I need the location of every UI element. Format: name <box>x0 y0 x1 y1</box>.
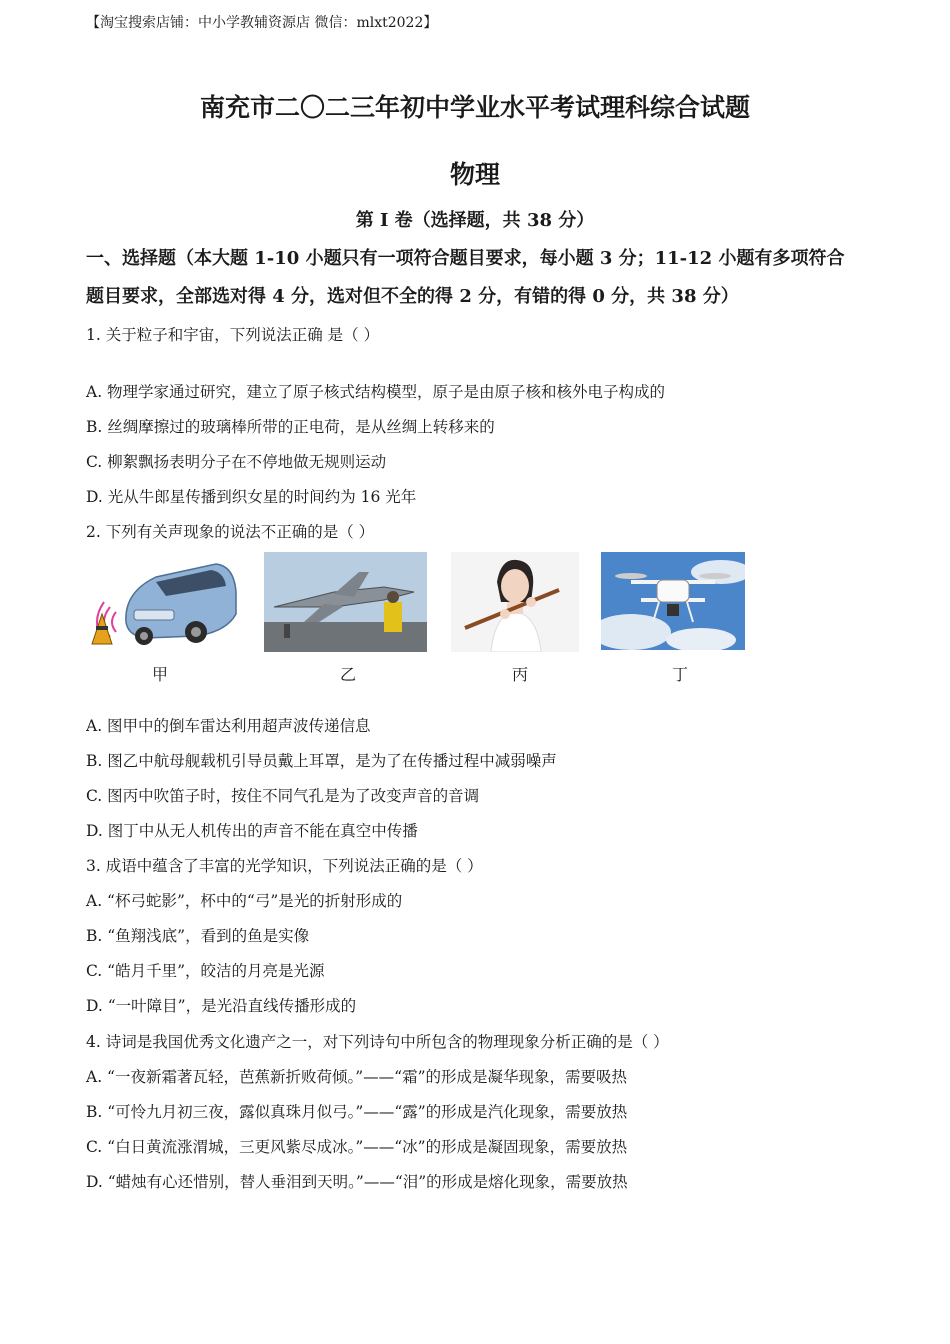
q1-stem: 1. 关于粒子和宇宙，下列说法正确 是（ ） <box>86 326 380 344</box>
subject-title: 物理 <box>449 160 500 189</box>
q4-option-c: C. “白日黄流涨渭城，三更风紫尽成冰。”——“冰”的形成是凝固现象，需要放热 <box>86 1138 628 1156</box>
q3-option-a: A. “杯弓蛇影”，杯中的“弓”是光的折射形成的 <box>86 892 403 910</box>
q2-option-b: B. 图乙中航母舰载机引导员戴上耳罩，是为了在传播过程中减弱噪声 <box>86 752 557 770</box>
caption-yi: 乙 <box>339 665 356 684</box>
q1-option-d: D. 光从牛郎星传播到织女星的时间约为 16 光年 <box>86 488 417 506</box>
q1-option-c: C. 柳絮飘扬表明分子在不停地做无规则运动 <box>86 453 387 471</box>
q3-option-d: D. “一叶障目”，是光沿直线传播形成的 <box>86 997 357 1015</box>
caption-jia: 甲 <box>151 665 168 684</box>
drone-image <box>601 552 745 650</box>
q2-option-d: D. 图丁中从无人机传出的声音不能在真空中传播 <box>86 822 418 840</box>
q2-stem: 2. 下列有关声现象的说法不正确的是（ ） <box>86 523 375 541</box>
q3-option-c: C. “皓月千里”，皎洁的月亮是光源 <box>86 962 325 980</box>
q4-option-b: B. “可怜九月初三夜，露似真珠月似弓。”——“露”的形成是汽化现象，需要放热 <box>86 1103 628 1121</box>
carrier-jet-image <box>264 552 427 652</box>
q4-option-a: A. “一夜新霜著瓦轻，芭蕉新折败荷倾。”——“霜”的形成是凝华现象，需要吸热 <box>86 1068 627 1086</box>
watermark-header: 【淘宝搜索店铺：中小学教辅资源店 微信：mlxt2022】 <box>86 15 438 31</box>
q2-option-a: A. 图甲中的倒车雷达利用超声波传递信息 <box>86 717 371 735</box>
section-instructions-line1: 一、选择题（本大题 1-10 小题只有一项符合题目要求，每小题 3 分；11-12 小题有多项符合 <box>86 248 845 269</box>
caption-bing: 丙 <box>511 665 528 684</box>
q3-option-b: B. “鱼翔浅底”，看到的鱼是实像 <box>86 927 310 945</box>
section-instructions-line2: 题目要求，全部选对得 4 分，选对但不全的得 2 分，有错的得 0 分，共 38 分） <box>86 286 739 307</box>
q1-option-b: B. 丝绸摩擦过的玻璃棒所带的正电荷，是从丝绸上转移来的 <box>86 418 495 436</box>
flute-player-image <box>451 552 579 652</box>
q4-stem: 4. 诗词是我国优秀文化遗产之一，对下列诗句中所包含的物理现象分析正确的是（ ） <box>86 1033 669 1051</box>
q2-option-c: C. 图丙中吹笛子时，按住不同气孔是为了改变声音的音调 <box>86 787 480 805</box>
q4-option-d: D. “蜡烛有心还惜别，替人垂泪到天明。”——“泪”的形成是熔化现象，需要放热 <box>86 1173 628 1191</box>
caption-ding: 丁 <box>671 665 688 684</box>
q1-option-a: A. 物理学家通过研究，建立了原子核式结构模型，原子是由原子核和核外电子构成的 <box>86 383 666 401</box>
q3-stem: 3. 成语中蕴含了丰富的光学知识，下列说法正确的是（ ） <box>86 857 483 875</box>
car-radar-image <box>86 552 240 652</box>
part-heading: 第 I 卷（选择题，共 38 分） <box>355 210 595 231</box>
exam-title: 南充市二〇二三年初中学业水平考试理科综合试题 <box>199 93 750 122</box>
